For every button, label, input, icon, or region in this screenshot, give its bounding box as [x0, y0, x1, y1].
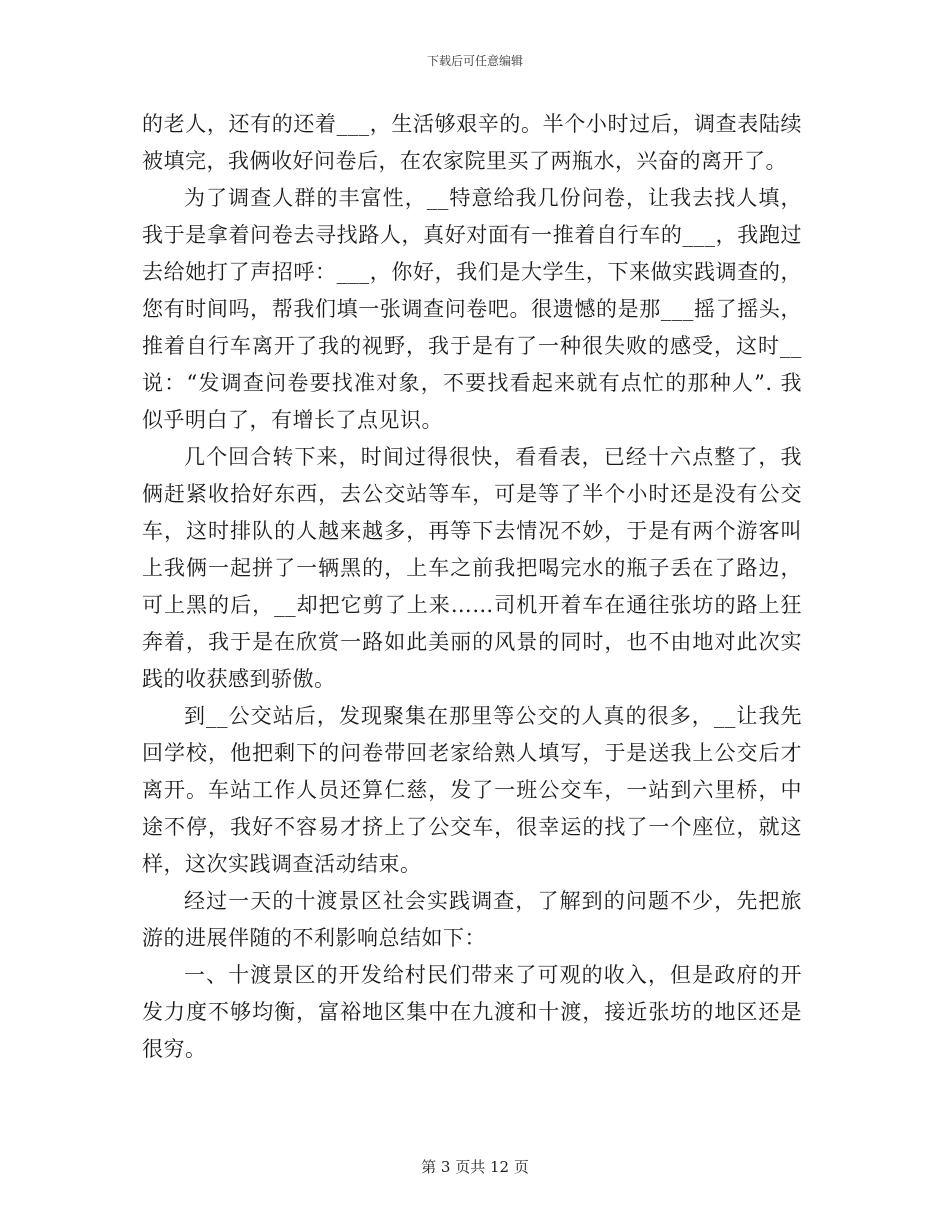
paragraph-1: 的老人，还有的还着___，生活够艰辛的。半个小时过后，调查表陆续被填完，我俩收好问卷后，在农家院里买了两瓶水，兴奋的离开了。 — [142, 112, 802, 173]
document-body — [142, 106, 802, 1068]
paragraph-6: 一、十渡景区的开发给村民们带来了可观的收入，但是政府的开发力度不够均衡，富裕地区集中在九渡和十渡，接近张坊的地区还是很穷。 — [142, 963, 802, 1061]
page-header-note: 下载后可任意编辑 — [426, 54, 523, 68]
page-number: 第 3 页共 12 页 — [421, 1158, 529, 1176]
paragraph-3: 几个回合转下来，时间过得很快，看看表，已经十六点整了，我俩赶紧收拾好东西，去公交站等车，可是等了半个小时还是没有公交车，这时排队的人越来越多，再等下去情况不妙，于是有两个游客叫上我俩一起拼了一辆黑的，上车之前我把喝完水的瓶子丢在了路边，可上黑的后，__却把它剪了上来……司机开着车在通往张坊的路上狂奔着，我于是在欣赏一路如此美丽的风景的同时，也不由地对此次实践的收获感到骄傲。 — [142, 445, 802, 691]
paragraph-2: 为了调查人群的丰富性，__特意给我几份问卷，让我去找人填，我于是拿着问卷去寻找路人，真好对面有一推着自行车的___，我跑过去给她打了声招呼：___，你好，我们是大学生，下来做实践调查的，您有时间吗，帮我们填一张调查问卷吧。很遗憾的是那___摇了摇头，推着自行车离开了我的视野，我于是有了一种很失败的感受，这时__说：“发调查问卷要找准对象，不要找看起来就有点忙的那种人”. 我似乎明白了，有增长了点见识。 — [142, 186, 802, 432]
paragraph-5: 经过一天的十渡景区社会实践调查，了解到的问题不少，先把旅游的进展伴随的不利影响总结如下： — [142, 889, 802, 950]
paragraph-4: 到__公交站后，发现聚集在那里等公交的人真的很多，__让我先回学校，他把剩下的问卷带回老家给熟人填写，于是送我上公交后才离开。车站工作人员还算仁慈，发了一班公交车，一站到六里桥，中途不停，我好不容易才挤上了公交车，很幸运的找了一个座位，就这样，这次实践调查活动结束。 — [142, 704, 802, 876]
